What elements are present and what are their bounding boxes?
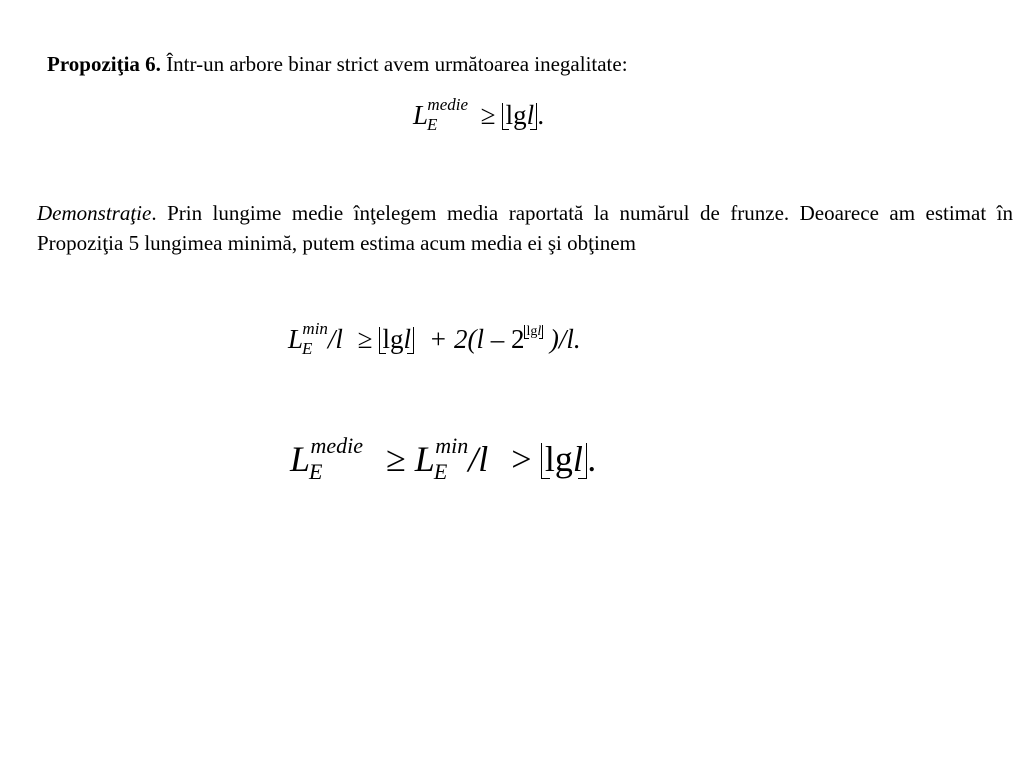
- formula1-subscript: E: [427, 115, 438, 134]
- formula2-two: 2: [510, 324, 525, 354]
- formula1-superscript: medie: [427, 95, 469, 114]
- formula2-exponent-floor: [524, 325, 543, 339]
- formula2-exp-l: l: [537, 324, 542, 339]
- formula3-end: .: [587, 439, 597, 479]
- formula3-relation-geq: ≥: [386, 439, 406, 479]
- formula-min-length-estimate: [288, 319, 581, 358]
- proposition-label: Propoziţia 6.: [47, 52, 161, 76]
- formula3-L-min: L: [414, 439, 435, 479]
- formula2-divide: /l: [327, 324, 343, 354]
- formula3-l: l: [572, 439, 583, 479]
- formula2-l: l: [403, 324, 412, 354]
- formula2-L: L: [288, 324, 304, 354]
- formula3-divide: /l: [468, 439, 489, 479]
- formula2-floor: [379, 326, 414, 353]
- formula1-l: l: [526, 100, 535, 130]
- formula3-relation-gt: >: [511, 439, 532, 479]
- formula2-superscript: min: [302, 319, 328, 338]
- formula-average-length-bound: [413, 95, 545, 134]
- formula3-subscript-average: E: [309, 459, 323, 484]
- formula1-floor: [502, 102, 537, 129]
- formula3-superscript-min: min: [435, 433, 469, 458]
- formula3-lg: lg: [544, 439, 573, 479]
- formula3-L-average: L: [290, 439, 311, 479]
- proof-paragraph: [37, 198, 1013, 258]
- proposition-text: Într-un arbore binar strict avem următoarea inegalitate:: [166, 52, 628, 76]
- formula2-end: )/l.: [549, 324, 581, 354]
- formula1-L: L: [413, 100, 429, 130]
- proposition-statement: [47, 54, 628, 75]
- formula1-lg: lg: [505, 100, 527, 130]
- formula1-end: .: [537, 100, 545, 130]
- formula3-subscript-min: E: [433, 459, 448, 484]
- formula-final-inequality: [290, 433, 597, 484]
- formula2-lg: lg: [382, 324, 404, 354]
- formula2-plus-term: + 2(l: [429, 324, 484, 354]
- formula2-subscript: E: [302, 339, 313, 358]
- proof-label: Demonstraţie: [37, 201, 152, 225]
- proof-text: . Prin lungime medie înţelegem media raportată la numărul de frunze. Deoarece am estimat în Propoziţia 5 lungimea minimă, putem estima acum media ei şi obţinem: [37, 201, 1013, 255]
- formula2-exp-lg: lg: [526, 324, 538, 339]
- formula2-minus: –: [490, 324, 505, 354]
- formula3-floor: [541, 441, 588, 477]
- formula3-superscript-average: medie: [310, 433, 364, 458]
- formula2-relation: ≥: [357, 324, 373, 354]
- formula1-relation: ≥: [480, 100, 496, 130]
